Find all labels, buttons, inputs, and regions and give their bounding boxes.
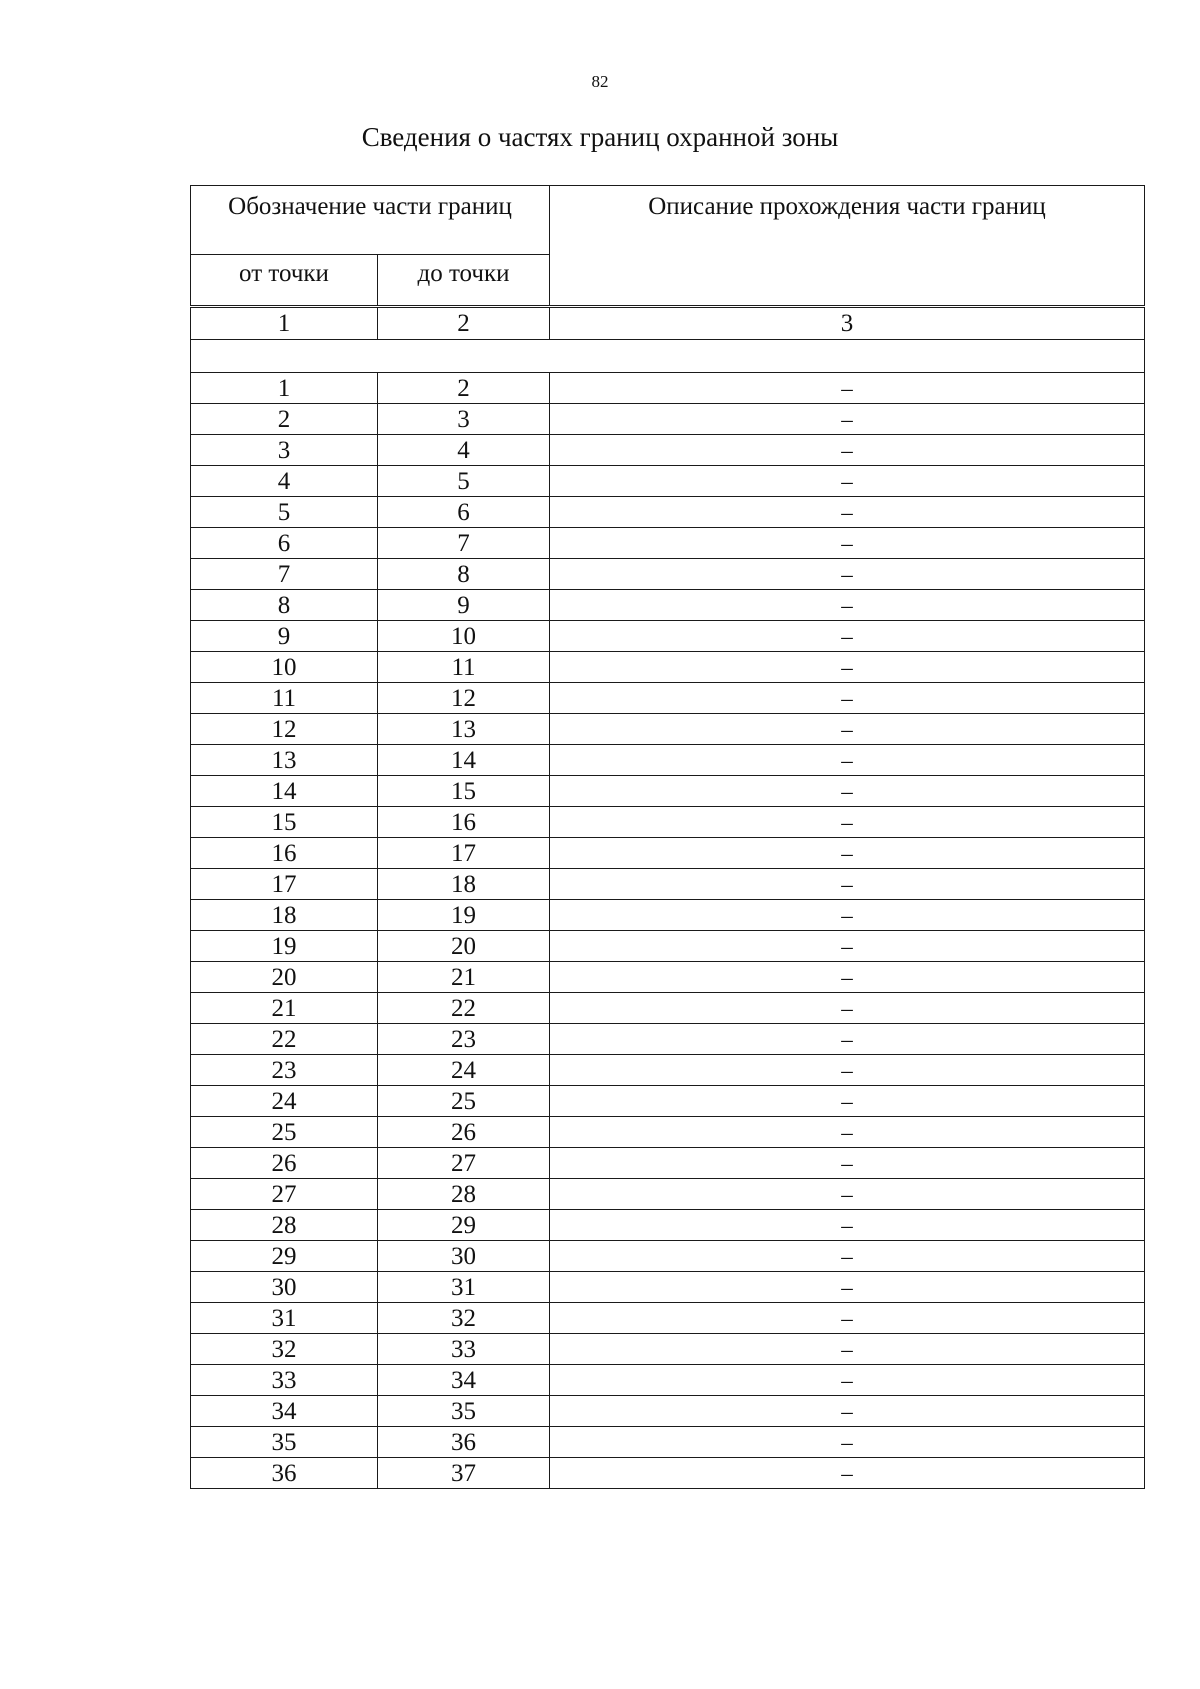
header-from-point: от точки <box>191 255 378 306</box>
from-point-cell: 2 <box>191 404 378 435</box>
description-cell: – <box>550 590 1145 621</box>
to-point-cell: 22 <box>378 993 550 1024</box>
from-point-cell: 7 <box>191 559 378 590</box>
table-row <box>191 1210 1145 1241</box>
to-point-cell: 5 <box>378 466 550 497</box>
from-point-cell: 28 <box>191 1210 378 1241</box>
to-point-cell: 26 <box>378 1117 550 1148</box>
from-point-cell: 33 <box>191 1365 378 1396</box>
to-point-cell: 3 <box>378 404 550 435</box>
document-title: Сведения о частях границ охранной зоны <box>361 122 839 152</box>
to-point-cell: 13 <box>378 714 550 745</box>
page-number: 82 <box>591 72 609 91</box>
to-point-cell: 6 <box>378 497 550 528</box>
from-point-cell: 3 <box>191 435 378 466</box>
to-point-cell: 15 <box>378 776 550 807</box>
table-row <box>191 1272 1145 1303</box>
from-point-cell: 9 <box>191 621 378 652</box>
from-point-cell: 31 <box>191 1303 378 1334</box>
table-row <box>191 807 1145 838</box>
to-point-cell: 25 <box>378 1086 550 1117</box>
from-point-cell: 6 <box>191 528 378 559</box>
header-designation: Обозначение части границ <box>191 186 550 255</box>
to-point-cell: 7 <box>378 528 550 559</box>
from-point-cell: 25 <box>191 1117 378 1148</box>
to-point-cell: 10 <box>378 621 550 652</box>
from-point-cell: 32 <box>191 1334 378 1365</box>
table-row <box>191 838 1145 869</box>
to-point-cell: 23 <box>378 1024 550 1055</box>
to-point-cell: 2 <box>378 373 550 404</box>
from-point-cell: 11 <box>191 683 378 714</box>
table-row <box>191 1148 1145 1179</box>
table-row <box>191 1086 1145 1117</box>
table-row <box>191 1427 1145 1458</box>
header-table <box>190 185 1145 306</box>
to-point-cell: 21 <box>378 962 550 993</box>
table-row <box>191 652 1145 683</box>
from-point-cell: 23 <box>191 1055 378 1086</box>
table-row <box>191 1334 1145 1365</box>
to-point-cell: 9 <box>378 590 550 621</box>
from-point-cell: 14 <box>191 776 378 807</box>
to-point-cell: 36 <box>378 1427 550 1458</box>
table-row <box>191 776 1145 807</box>
boundary-parts-table <box>190 307 1145 1489</box>
table-row <box>191 466 1145 497</box>
table-row <box>191 497 1145 528</box>
description-cell: – <box>550 1396 1145 1427</box>
table-row <box>191 869 1145 900</box>
to-point-cell: 12 <box>378 683 550 714</box>
from-point-cell: 10 <box>191 652 378 683</box>
to-point-cell: 24 <box>378 1055 550 1086</box>
to-point-cell: 37 <box>378 1458 550 1489</box>
description-cell: – <box>550 714 1145 745</box>
table-row <box>191 1179 1145 1210</box>
description-cell: – <box>550 962 1145 993</box>
description-cell: – <box>550 1148 1145 1179</box>
description-cell: – <box>550 559 1145 590</box>
blank-cell <box>191 340 1145 373</box>
header-description: Описание прохождения части границ <box>550 186 1145 306</box>
from-point-cell: 16 <box>191 838 378 869</box>
column-number-row <box>191 308 1145 340</box>
from-point-cell: 34 <box>191 1396 378 1427</box>
table-row <box>191 621 1145 652</box>
from-point-cell: 15 <box>191 807 378 838</box>
table-row <box>191 993 1145 1024</box>
description-cell: – <box>550 776 1145 807</box>
from-point-cell: 12 <box>191 714 378 745</box>
from-point-cell: 24 <box>191 1086 378 1117</box>
to-point-cell: 28 <box>378 1179 550 1210</box>
table-row <box>191 931 1145 962</box>
to-point-cell: 17 <box>378 838 550 869</box>
table-row <box>191 1458 1145 1489</box>
description-cell: – <box>550 497 1145 528</box>
from-point-cell: 30 <box>191 1272 378 1303</box>
description-cell: – <box>550 652 1145 683</box>
to-point-cell: 33 <box>378 1334 550 1365</box>
table-row <box>191 1055 1145 1086</box>
description-cell: – <box>550 931 1145 962</box>
description-cell: – <box>550 528 1145 559</box>
blank-row <box>191 340 1145 373</box>
table-row <box>191 962 1145 993</box>
to-point-cell: 8 <box>378 559 550 590</box>
description-cell: – <box>550 404 1145 435</box>
description-cell: – <box>550 1427 1145 1458</box>
description-cell: – <box>550 373 1145 404</box>
description-cell: – <box>550 435 1145 466</box>
table-row <box>191 528 1145 559</box>
from-point-cell: 19 <box>191 931 378 962</box>
description-cell: – <box>550 993 1145 1024</box>
description-cell: – <box>550 1179 1145 1210</box>
from-point-cell: 35 <box>191 1427 378 1458</box>
description-cell: – <box>550 1210 1145 1241</box>
table-row <box>191 1396 1145 1427</box>
to-point-cell: 4 <box>378 435 550 466</box>
to-point-cell: 11 <box>378 652 550 683</box>
description-cell: – <box>550 1303 1145 1334</box>
header-to-point: до точки <box>378 255 550 306</box>
from-point-cell: 22 <box>191 1024 378 1055</box>
to-point-cell: 32 <box>378 1303 550 1334</box>
from-point-cell: 27 <box>191 1179 378 1210</box>
from-point-cell: 1 <box>191 373 378 404</box>
table-row <box>191 1365 1145 1396</box>
from-point-cell: 8 <box>191 590 378 621</box>
description-cell: – <box>550 466 1145 497</box>
from-point-cell: 17 <box>191 869 378 900</box>
to-point-cell: 29 <box>378 1210 550 1241</box>
from-point-cell: 29 <box>191 1241 378 1272</box>
description-cell: – <box>550 838 1145 869</box>
description-cell: – <box>550 1024 1145 1055</box>
description-cell: – <box>550 900 1145 931</box>
description-cell: – <box>550 807 1145 838</box>
description-cell: – <box>550 1272 1145 1303</box>
table-row <box>191 1117 1145 1148</box>
to-point-cell: 30 <box>378 1241 550 1272</box>
description-cell: – <box>550 1241 1145 1272</box>
from-point-cell: 13 <box>191 745 378 776</box>
from-point-cell: 20 <box>191 962 378 993</box>
column-number: 2 <box>378 308 550 340</box>
to-point-cell: 19 <box>378 900 550 931</box>
table-row <box>191 590 1145 621</box>
table-row <box>191 1241 1145 1272</box>
table-row <box>191 745 1145 776</box>
to-point-cell: 35 <box>378 1396 550 1427</box>
description-cell: – <box>550 745 1145 776</box>
from-point-cell: 21 <box>191 993 378 1024</box>
from-point-cell: 18 <box>191 900 378 931</box>
table-row <box>191 1024 1145 1055</box>
description-cell: – <box>550 1458 1145 1489</box>
description-cell: – <box>550 1365 1145 1396</box>
from-point-cell: 4 <box>191 466 378 497</box>
description-cell: – <box>550 1334 1145 1365</box>
column-number: 3 <box>550 308 1145 340</box>
table-row <box>191 683 1145 714</box>
to-point-cell: 34 <box>378 1365 550 1396</box>
table-row <box>191 373 1145 404</box>
description-cell: – <box>550 683 1145 714</box>
table-row <box>191 435 1145 466</box>
table-row <box>191 1303 1145 1334</box>
to-point-cell: 18 <box>378 869 550 900</box>
description-cell: – <box>550 621 1145 652</box>
to-point-cell: 31 <box>378 1272 550 1303</box>
column-number: 1 <box>191 308 378 340</box>
description-cell: – <box>550 1117 1145 1148</box>
to-point-cell: 27 <box>378 1148 550 1179</box>
description-cell: – <box>550 869 1145 900</box>
description-cell: – <box>550 1055 1145 1086</box>
to-point-cell: 14 <box>378 745 550 776</box>
from-point-cell: 26 <box>191 1148 378 1179</box>
table-header <box>190 185 1145 304</box>
to-point-cell: 16 <box>378 807 550 838</box>
from-point-cell: 5 <box>191 497 378 528</box>
table-row <box>191 559 1145 590</box>
table-row <box>191 714 1145 745</box>
table-row <box>191 404 1145 435</box>
from-point-cell: 36 <box>191 1458 378 1489</box>
to-point-cell: 20 <box>378 931 550 962</box>
description-cell: – <box>550 1086 1145 1117</box>
table-row <box>191 900 1145 931</box>
